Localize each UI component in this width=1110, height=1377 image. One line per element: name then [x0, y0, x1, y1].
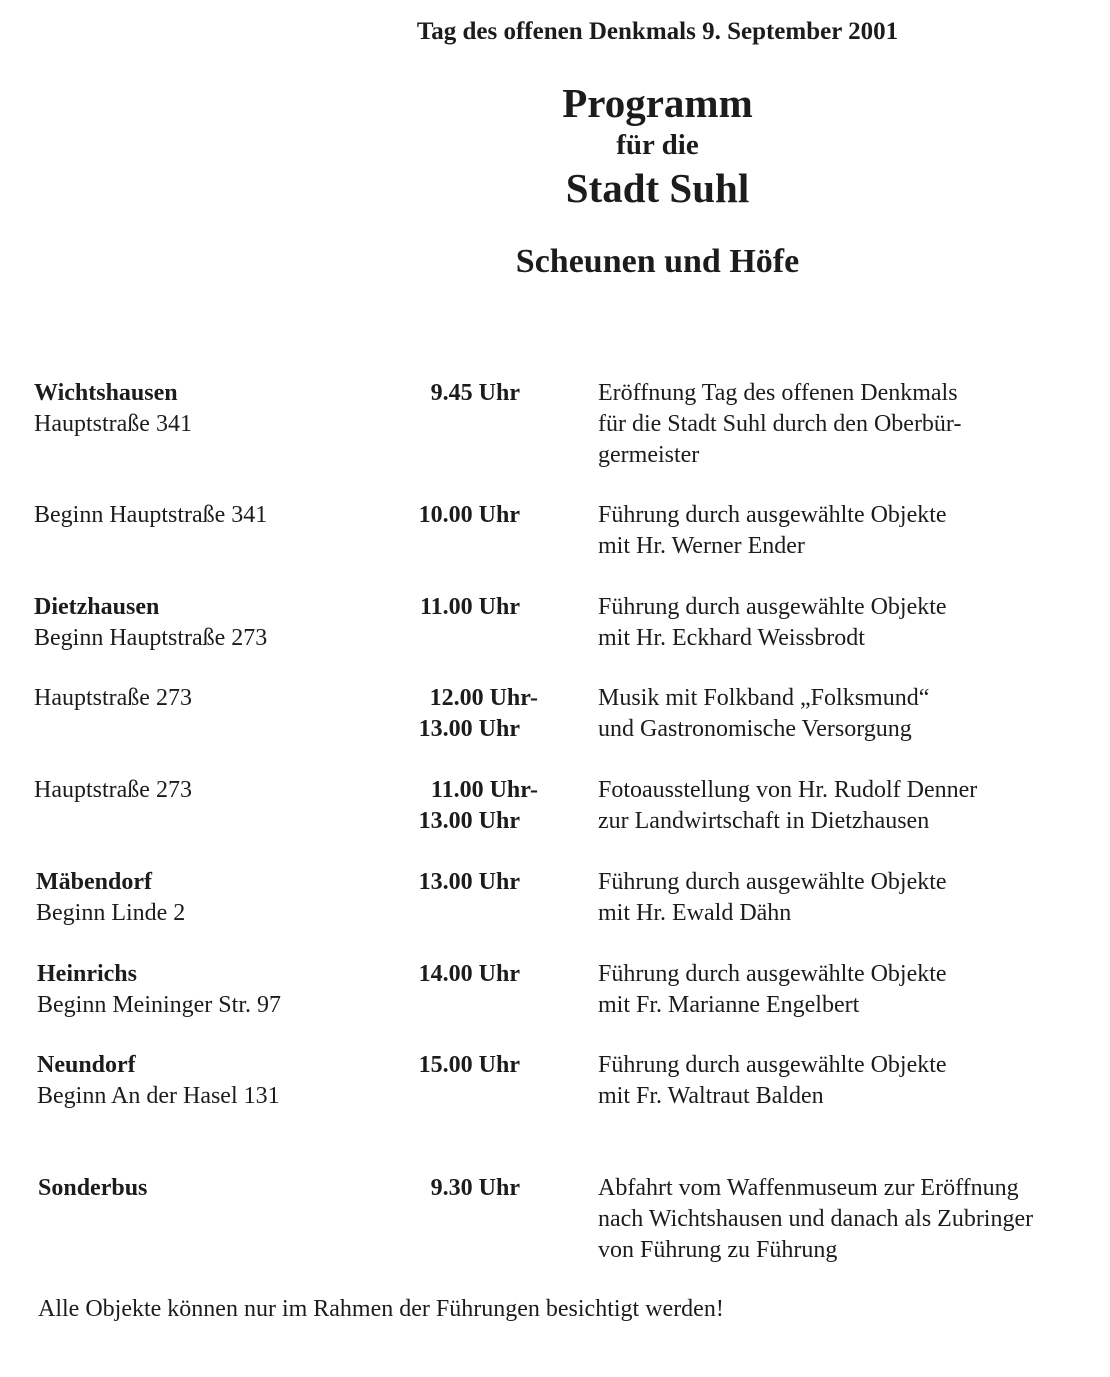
- description-line: Führung durch ausgewählte Objekte: [598, 961, 947, 987]
- description: [598, 500, 1098, 562]
- description-line: nach Wichtshausen und danach als Zubringer: [598, 1206, 1034, 1232]
- description: [598, 867, 1098, 929]
- time-line: 15.00 Uhr: [418, 1052, 520, 1078]
- description-line: Führung durch ausgewählte Objekte: [598, 869, 947, 895]
- location-address: Beginn Linde 2: [36, 900, 186, 926]
- description: [598, 378, 1098, 471]
- time: [330, 378, 520, 409]
- time: [330, 1173, 520, 1204]
- description-line: mit Hr. Ewald Dähn: [598, 900, 792, 926]
- time-line: 14.00 Uhr: [418, 961, 520, 987]
- time: [330, 867, 520, 898]
- location-address: Beginn An der Hasel 131: [37, 1083, 280, 1109]
- time-line: 10.00 Uhr: [418, 502, 520, 528]
- page-subtitle: Scheunen und Höfe: [515, 243, 800, 280]
- page-title: Programm: [562, 80, 753, 126]
- description: [598, 1173, 1103, 1266]
- location-address: Beginn Hauptstraße 341: [34, 502, 268, 528]
- description-line: germeister: [598, 442, 700, 468]
- title-connector: für die: [616, 129, 699, 161]
- time: [330, 959, 520, 990]
- time: [330, 592, 520, 623]
- time: [330, 500, 520, 531]
- description-line: Musik mit Folkband „Folksmund“: [598, 685, 930, 711]
- footer-note: Alle Objekte können nur im Rahmen der Führungen besichtigt werden!: [38, 1296, 724, 1322]
- event-line: Tag des offenen Denkmals 9. September 2001: [416, 18, 899, 45]
- description: [598, 775, 1098, 837]
- location-address: Beginn Meininger Str. 97: [37, 992, 281, 1018]
- description-line: Führung durch ausgewählte Objekte: [598, 502, 947, 528]
- description-line: zur Landwirtschaft in Dietzhausen: [598, 808, 930, 834]
- time-line: 13.00 Uhr: [418, 716, 520, 742]
- description-line: mit Fr. Marianne Engelbert: [598, 992, 860, 1018]
- city-title: Stadt Suhl: [565, 165, 750, 211]
- time-line: 11.00 Uhr: [419, 594, 520, 620]
- description-line: Eröffnung Tag des offenen Denkmals: [598, 380, 958, 406]
- description: [598, 1050, 1098, 1112]
- location-name: Mäbendorf: [36, 869, 152, 895]
- location-address: Hauptstraße 273: [34, 685, 192, 711]
- location-name: Sonderbus: [38, 1175, 148, 1201]
- time: [330, 775, 538, 837]
- time-line: 13.00 Uhr: [418, 808, 520, 834]
- time-line: 11.00 Uhr-: [430, 777, 538, 803]
- location-address: Hauptstraße 341: [34, 411, 192, 437]
- title-block: [0, 80, 1110, 212]
- location-name: Heinrichs: [37, 961, 137, 987]
- time-line: 13.00 Uhr: [418, 869, 520, 895]
- description-line: für die Stadt Suhl durch den Oberbür-: [598, 411, 962, 437]
- description: [598, 959, 1098, 1021]
- time: [330, 683, 538, 745]
- description-line: Führung durch ausgewählte Objekte: [598, 594, 947, 620]
- location-name: Dietzhausen: [34, 594, 160, 620]
- time-line: 9.45 Uhr: [430, 380, 520, 406]
- description: [598, 683, 1098, 745]
- description-line: Abfahrt vom Waffenmuseum zur Eröffnung: [598, 1175, 1019, 1201]
- location-name: Neundorf: [37, 1052, 136, 1078]
- description-line: mit Hr. Werner Ender: [598, 533, 805, 559]
- description-line: und Gastronomische Versorgung: [598, 716, 912, 742]
- location-address: Hauptstraße 273: [34, 777, 192, 803]
- description-line: mit Hr. Eckhard Weissbrodt: [598, 625, 865, 651]
- description-line: Fotoausstellung von Hr. Rudolf Denner: [598, 777, 978, 803]
- location-name: Wichtshausen: [34, 380, 178, 406]
- description-line: Führung durch ausgewählte Objekte: [598, 1052, 947, 1078]
- time-line: 12.00 Uhr-: [429, 685, 538, 711]
- time-line: 9.30 Uhr: [430, 1175, 520, 1201]
- location-address: Beginn Hauptstraße 273: [34, 625, 268, 651]
- description: [598, 592, 1098, 654]
- description-line: von Führung zu Führung: [598, 1237, 838, 1263]
- time: [330, 1050, 520, 1081]
- description-line: mit Fr. Waltraut Balden: [598, 1083, 824, 1109]
